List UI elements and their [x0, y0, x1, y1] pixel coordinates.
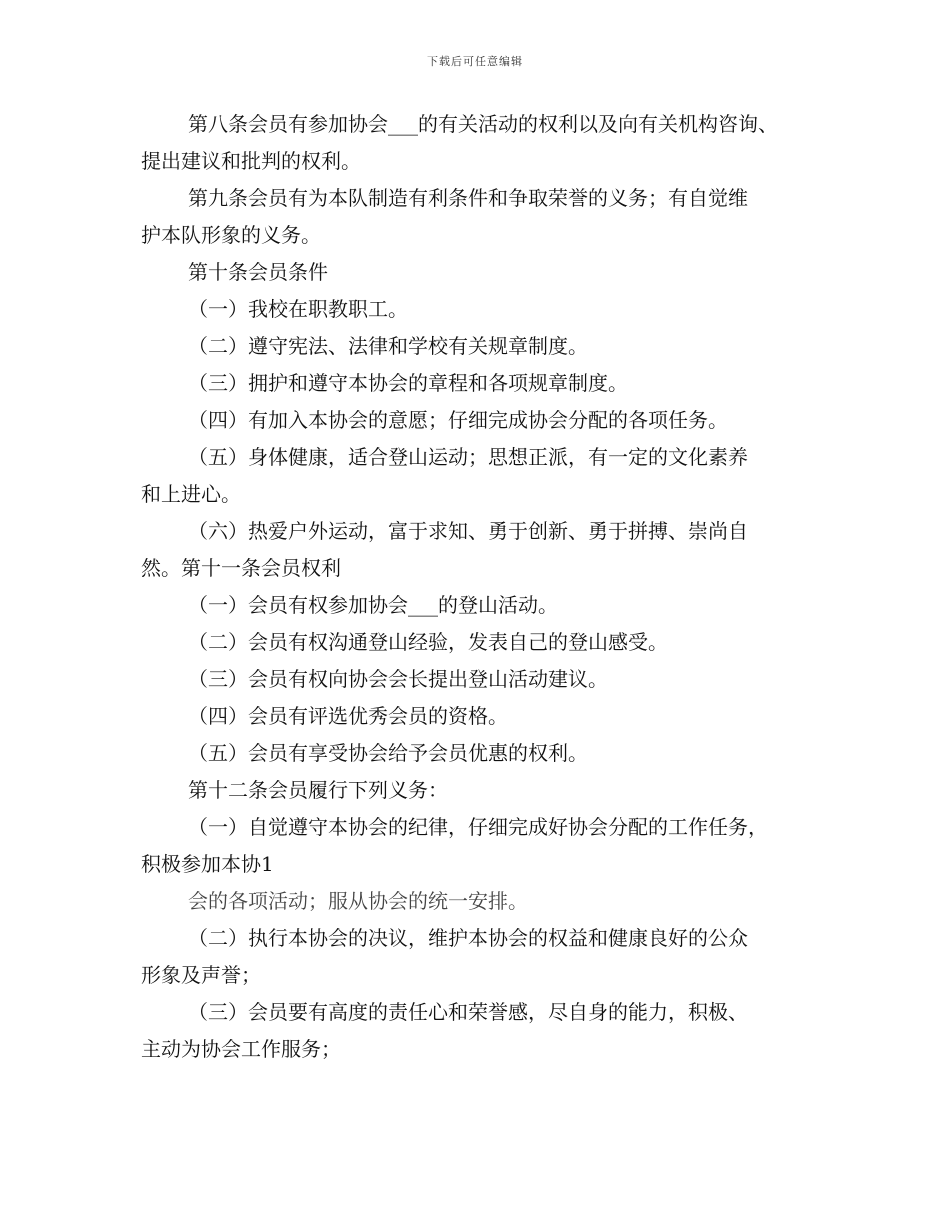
paragraph-line: （一）会员有权参加协会___的登山活动。	[188, 593, 558, 617]
paragraph-line: （三）拥护和遵守本协会的章程和各项规章制度。	[188, 371, 628, 395]
paragraph-line: 然。第十一条会员权利	[141, 556, 341, 580]
paragraph-line: （一）我校在职教职工。	[188, 297, 408, 321]
paragraph-line: 提出建议和批判的权利。	[141, 149, 361, 173]
paragraph-line: （五）会员有享受协会给予会员优惠的权利。	[188, 741, 588, 765]
paragraph-line: 形象及声誉；	[141, 963, 261, 987]
paragraph-line: （二）遵守宪法、法律和学校有关规章制度。	[188, 334, 588, 358]
paragraph-line: 第八条会员有参加协会___的有关活动的权利以及向有关机构咨询、	[188, 112, 778, 136]
paragraph-line: （五）身体健康，适合登山运动；思想正派，有一定的文化素养	[188, 445, 748, 469]
paragraph-line: （二）执行本协会的决议，维护本协会的权益和健康良好的公众	[188, 926, 748, 950]
paragraph-line: （六）热爱户外运动，富于求知、勇于创新、勇于拼搏、崇尚自	[188, 519, 748, 543]
paragraph-line: 护本队形象的义务。	[141, 223, 321, 247]
document-body	[141, 106, 841, 1068]
paragraph-line: 会的各项活动；服从协会的统一安排。	[188, 889, 528, 913]
paragraph-line: （四）有加入本协会的意愿；仔细完成协会分配的各项任务。	[188, 408, 728, 432]
paragraph-line: 积极参加本协1	[141, 852, 274, 876]
page-header: 下载后可任意编辑	[427, 55, 523, 68]
paragraph-line: （二）会员有权沟通登山经验，发表自己的登山感受。	[188, 630, 668, 654]
paragraph-line: 第十条会员条件	[188, 260, 328, 284]
paragraph-line: （三）会员有权向协会会长提出登山活动建议。	[188, 667, 608, 691]
paragraph-line: 主动为协会工作服务；	[141, 1037, 341, 1061]
paragraph-line: 第九条会员有为本队制造有利条件和争取荣誉的义务；有自觉维	[188, 186, 748, 210]
paragraph-line: （一）自觉遵守本协会的纪律，仔细完成好协会分配的工作任务，	[188, 815, 768, 839]
paragraph-line: 第十二条会员履行下列义务：	[188, 778, 448, 802]
paragraph-line: （四）会员有评选优秀会员的资格。	[188, 704, 508, 728]
paragraph-line: 和上进心。	[141, 482, 241, 506]
paragraph-line: （三）会员要有高度的责任心和荣誉感，尽自身的能力，积极、	[188, 1000, 748, 1024]
